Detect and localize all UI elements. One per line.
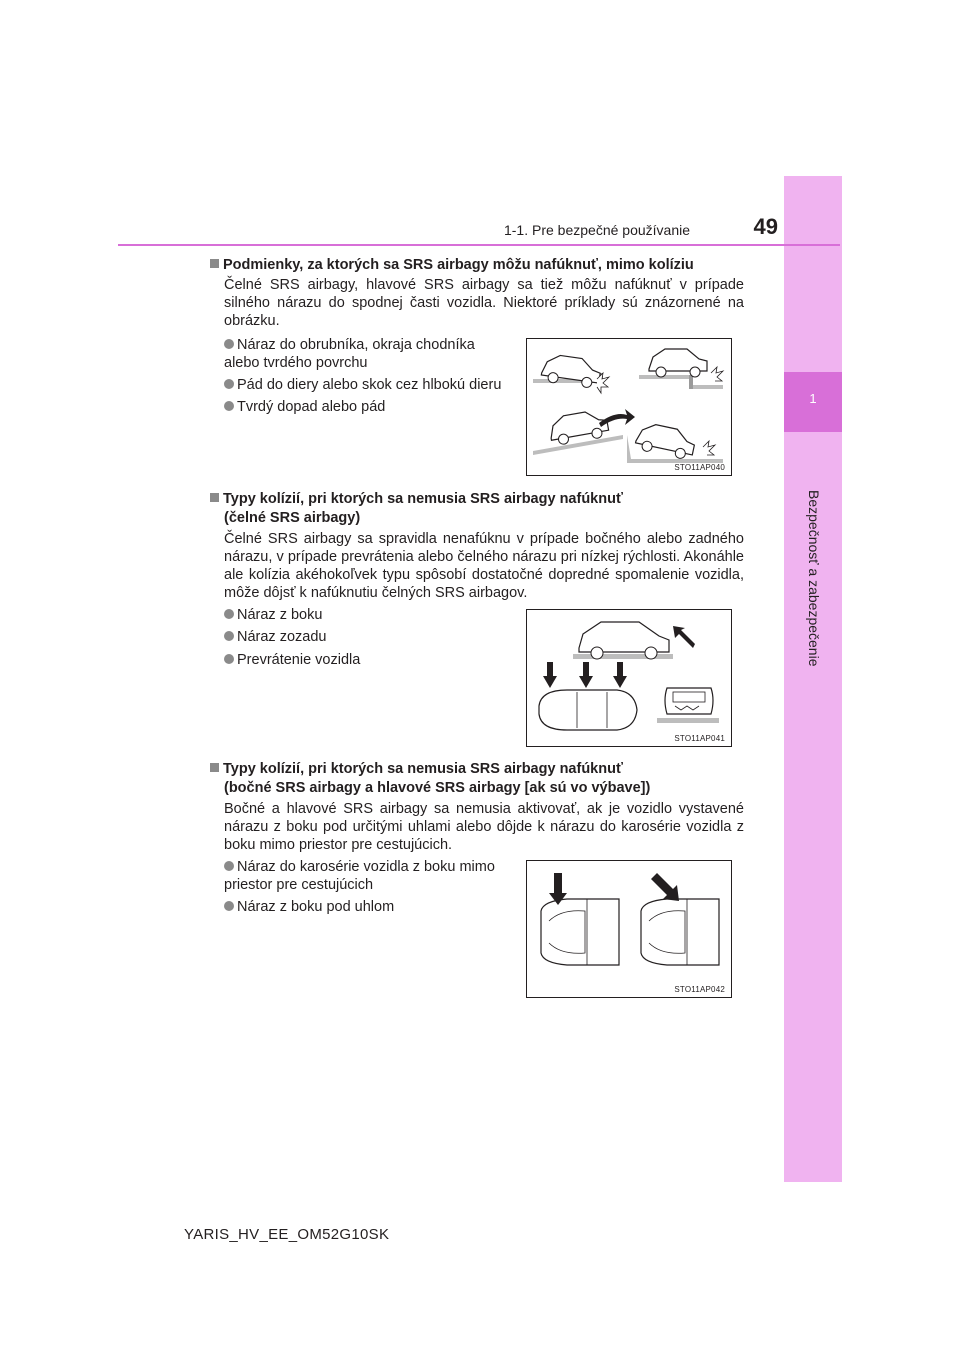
bullet-icon — [224, 379, 234, 389]
side-impact-angles-illustration — [527, 861, 731, 997]
figure-code: STO11AP042 — [674, 985, 725, 994]
figure-code: STO11AP041 — [674, 734, 725, 743]
bullet-icon — [224, 901, 234, 911]
heading-square-icon — [210, 493, 219, 502]
section-title: 1-1. Pre bezpečné používanie — [503, 222, 690, 238]
list-item: Náraz do karosérie vozidla z boku mimo priestor pre cestujúcich — [224, 859, 495, 893]
list-item: Pád do diery alebo skok cez hlbokú dieru — [224, 376, 524, 394]
curb-impact-illustration — [527, 339, 731, 475]
section-paragraph-2: Čelné SRS airbagy sa spravidla nenafúknu v prípade bočného alebo zadného nárazu, v prípade prevrátenia alebo čelného nárazu pri nízkej rýchlosti. Akonáhle ale kolízia akéhokoľvek typu spôsobí dostatočné dopredné spomalenie vozidla, môže dôjsť k nafúknutiu čelných SRS airbagov. — [224, 531, 744, 601]
heading-square-icon — [210, 763, 219, 772]
list-item: Náraz z boku pod uhlom — [224, 898, 514, 916]
page-number: 49 — [753, 214, 778, 239]
figure-side-rear-rollover — [526, 609, 732, 747]
list-item: Náraz zozadu — [224, 628, 514, 646]
chapter-side-tab — [784, 176, 842, 1182]
list-item: Náraz do obrubníka, okraja chodníka alebo tvrdého povrchu — [224, 337, 475, 371]
list-item: Tvrdý dopad alebo pád — [224, 398, 514, 416]
list-item: Náraz z boku — [224, 606, 514, 624]
chapter-label: Bezpečnosť a zabezpečenie — [806, 490, 822, 667]
section-paragraph-1: Čelné SRS airbagy, hlavové SRS airbagy sa tiež môžu nafúknuť v prípade silného nárazu do spodnej časti vozidla. Niektoré príklady sú znázornené na obrázku. — [224, 277, 744, 329]
list-item: Prevrátenie vozidla — [224, 651, 514, 669]
section-heading-1: Podmienky, za ktorých sa SRS airbagy môžu nafúknuť, mimo kolíziu — [210, 256, 750, 275]
chapter-number: 1 — [809, 391, 817, 406]
figure-curb-impact — [526, 338, 732, 476]
figure-side-impact-angles — [526, 860, 732, 998]
side-rear-rollover-illustration — [527, 610, 731, 746]
section-heading-3: Typy kolízií, pri ktorých sa nemusia SRS airbagy nafúknuť (bočné SRS airbagy a hlavové SRS airbagy [ak sú vo výbave]) — [210, 760, 750, 798]
bullet-icon — [224, 609, 234, 619]
heading-square-icon — [210, 259, 219, 268]
bullet-icon — [224, 654, 234, 664]
bullet-icon — [224, 401, 234, 411]
section-heading-2: Typy kolízií, pri ktorých sa nemusia SRS airbagy nafúknuť (čelné SRS airbagy) — [210, 490, 750, 528]
header-rule — [118, 244, 840, 246]
manual-code: YARIS_HV_EE_OM52G10SK — [184, 1226, 390, 1243]
section-paragraph-3: Bočné a hlavové SRS airbagy sa nemusia aktivovať, ak je vozidlo vystavené nárazu z boku pod určitými uhlami alebo dôjde k nárazu do karosérie vozidla z boku mimo priestor pre cestujúcich. — [224, 801, 744, 853]
bullet-icon — [224, 861, 234, 871]
bullet-icon — [224, 339, 234, 349]
bullet-icon — [224, 631, 234, 641]
figure-code: STO11AP040 — [674, 463, 725, 472]
